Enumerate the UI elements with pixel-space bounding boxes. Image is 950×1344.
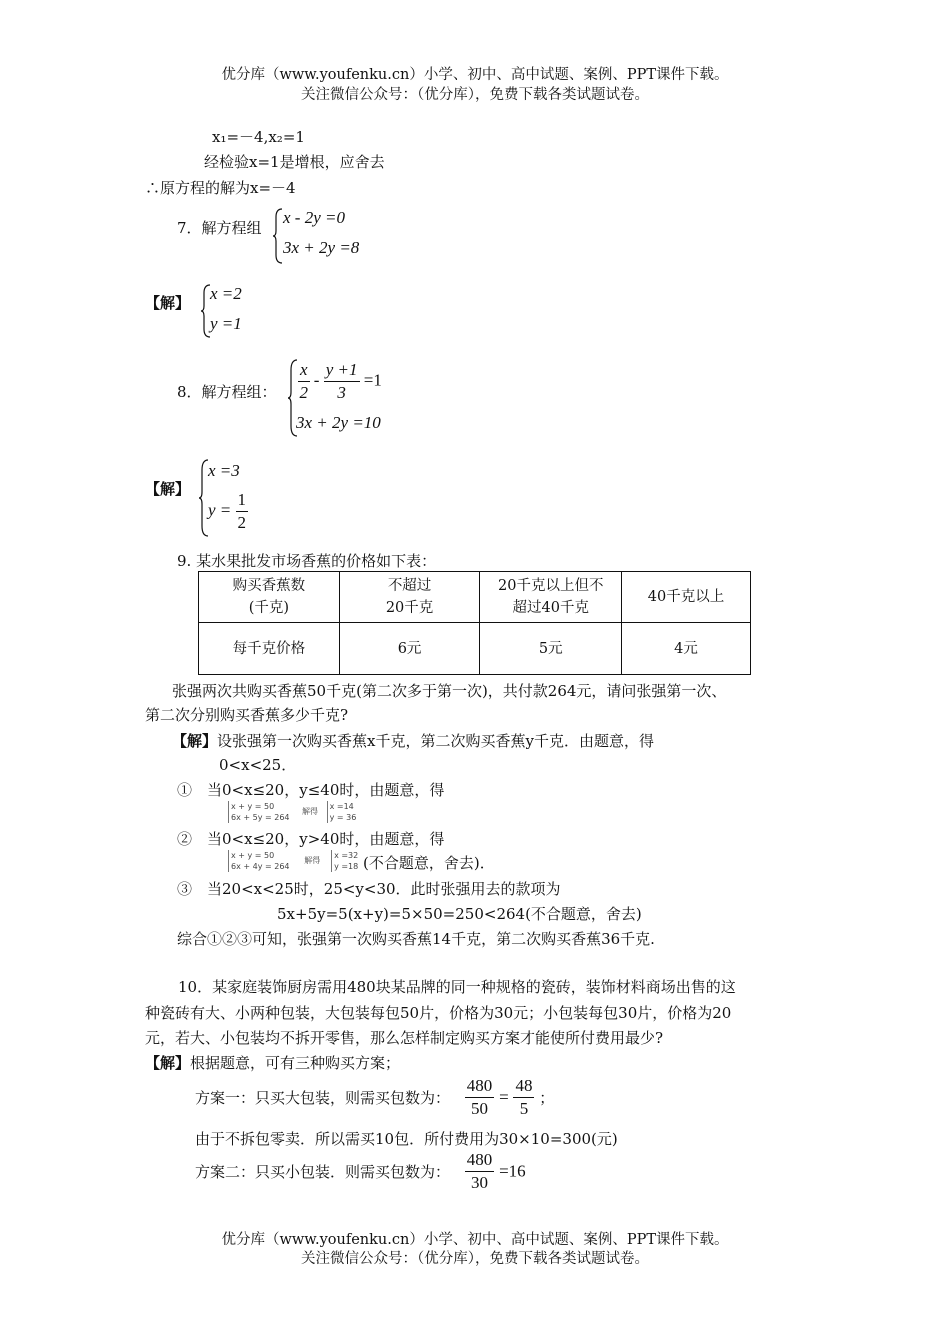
- p7-eq1: x - 2y =0: [283, 208, 345, 227]
- p9-case3: ③ 当20<x<25时，25<y<30．此时张强用去的款项为: [177, 880, 561, 898]
- table-header-cell: 购买香蕉数 (千克): [199, 572, 340, 623]
- table-header-cell: 40千克以上: [622, 572, 751, 623]
- p10-line2: 种瓷砖有大、小两种包装，大包装每包50片，价格为30元；小包装每包30片，价格为20: [145, 1004, 732, 1022]
- p8-minus: -: [313, 370, 320, 390]
- header-line-1: 优分库（www.youfenku.cn）小学、初中、高中试题、案例、PPT课件下载。: [221, 67, 729, 83]
- p10-plan1-note: 由于不拆包零卖．所以需买10包．所付费用为30×10=300(元): [195, 1130, 618, 1148]
- p7-label: 7．解方程组: [177, 219, 262, 237]
- p10-plan2: 方案二：只买小包装．则需买包数为： $\frac{480}{30}$ =16: [195, 1150, 526, 1192]
- p7-eq2: 3x + 2y =8: [283, 238, 360, 257]
- p8-ans2-frac: $\frac{1}{2}$: [237, 490, 247, 532]
- table-cell: 4元: [622, 623, 751, 675]
- p8-eq2: 3x + 2y =10: [296, 413, 381, 432]
- p8-eq1: [298, 360, 382, 403]
- p10-line3: 元，若大、小包装均不拆开零售，那么怎样制定购买方案才能使所付费用最少?: [145, 1029, 664, 1047]
- p6-roots: x₁=－4,x₂=1: [212, 128, 305, 146]
- p10-plan1: 方案一：只买大包装，则需买包数为： $\frac{480}{50}$ = $\frac{48}{5}$ ；: [195, 1076, 555, 1118]
- p9-case3-calc: 5x+5y=5(x+y)=5×50=250<264(不合题意，舍去): [277, 905, 642, 923]
- table-row: [199, 572, 751, 623]
- p9-intro: 9. 某水果批发市场香蕉的价格如下表：: [177, 552, 437, 570]
- table-cell: 6元: [339, 623, 480, 675]
- price-table: [198, 571, 751, 675]
- p6-conclusion: ∴原方程的解为x=－4: [145, 179, 296, 197]
- p9-case1: ① 当0<x≤20，y≤40时，由题意，得: [177, 781, 445, 799]
- p8-rhs1: =1: [363, 370, 382, 390]
- p10-plan1-frac2: $\frac{48}{5}$: [515, 1076, 533, 1118]
- footer-line-1: 优分库（www.youfenku.cn）小学、初中、高中试题、案例、PPT课件下载。: [221, 1232, 729, 1248]
- p9-case2-system: x + y = 50 6x + 4y = 264 解得 x =32 y =18 (不合题意，舍去)．: [228, 850, 495, 873]
- p8-ans2: y = $\frac{1}{2}$: [208, 490, 247, 532]
- table-cell: 5元: [480, 623, 622, 675]
- p9-solution-intro: 【解】设张强第一次购买香蕉x千克，第二次购买香蕉y千克．由题意，得: [172, 732, 654, 750]
- p10-plan2-frac: $\frac{480}{30}$: [466, 1150, 493, 1192]
- p10-solution-intro: 【解】根据题意，可有三种购买方案；: [145, 1054, 401, 1072]
- p7-ans2: y =1: [210, 314, 242, 333]
- p8-frac1: $\frac{x}{2}$: [299, 360, 309, 402]
- p9-question-line2: 第二次分别购买香蕉多少千克?: [145, 706, 349, 724]
- p9-question-line1: 张强两次共购买香蕉50千克(第二次多于第一次)，共付款264元，请问张强第一次、: [172, 682, 727, 700]
- p8-answer-label: 【解】: [145, 480, 191, 498]
- p7-ans1: x =2: [210, 284, 242, 303]
- p6-check: 经检验x=1是增根，应舍去: [204, 153, 385, 171]
- p9-summary: 综合①②③可知，张强第一次购买香蕉14千克，第二次购买香蕉36千克.: [177, 930, 655, 948]
- p8-frac2: $\frac{y +1}{3}$: [325, 360, 358, 402]
- footer-line-2: 关注微信公众号：（优分库），免费下载各类试题试卷。: [301, 1251, 649, 1267]
- header-line-2: 关注微信公众号：（优分库），免费下载各类试题试卷。: [301, 87, 649, 103]
- p9-range: 0<x<25．: [219, 756, 297, 774]
- p8-ans1: x =3: [208, 461, 240, 480]
- p10-line1: 10．某家庭装饰厨房需用480块某品牌的同一种规格的瓷砖，装饰材料商场出售的这: [178, 978, 736, 996]
- p9-case1-system: x + y = 50 6x + 5y = 264 解得 x =14 y = 36: [228, 801, 356, 823]
- table-row: [199, 623, 751, 675]
- p9-case2: ② 当0<x≤20，y>40时，由题意，得: [177, 830, 445, 848]
- p10-plan1-frac: $\frac{480}{50}$: [466, 1076, 493, 1118]
- table-cell: 每千克价格: [199, 623, 340, 675]
- table-header-cell: 不超过 20千克: [339, 572, 480, 623]
- p8-label: 8．解方程组：: [177, 383, 277, 401]
- table-header-cell: 20千克以上但不 超过40千克: [480, 572, 622, 623]
- p7-answer-label: 【解】: [145, 294, 191, 312]
